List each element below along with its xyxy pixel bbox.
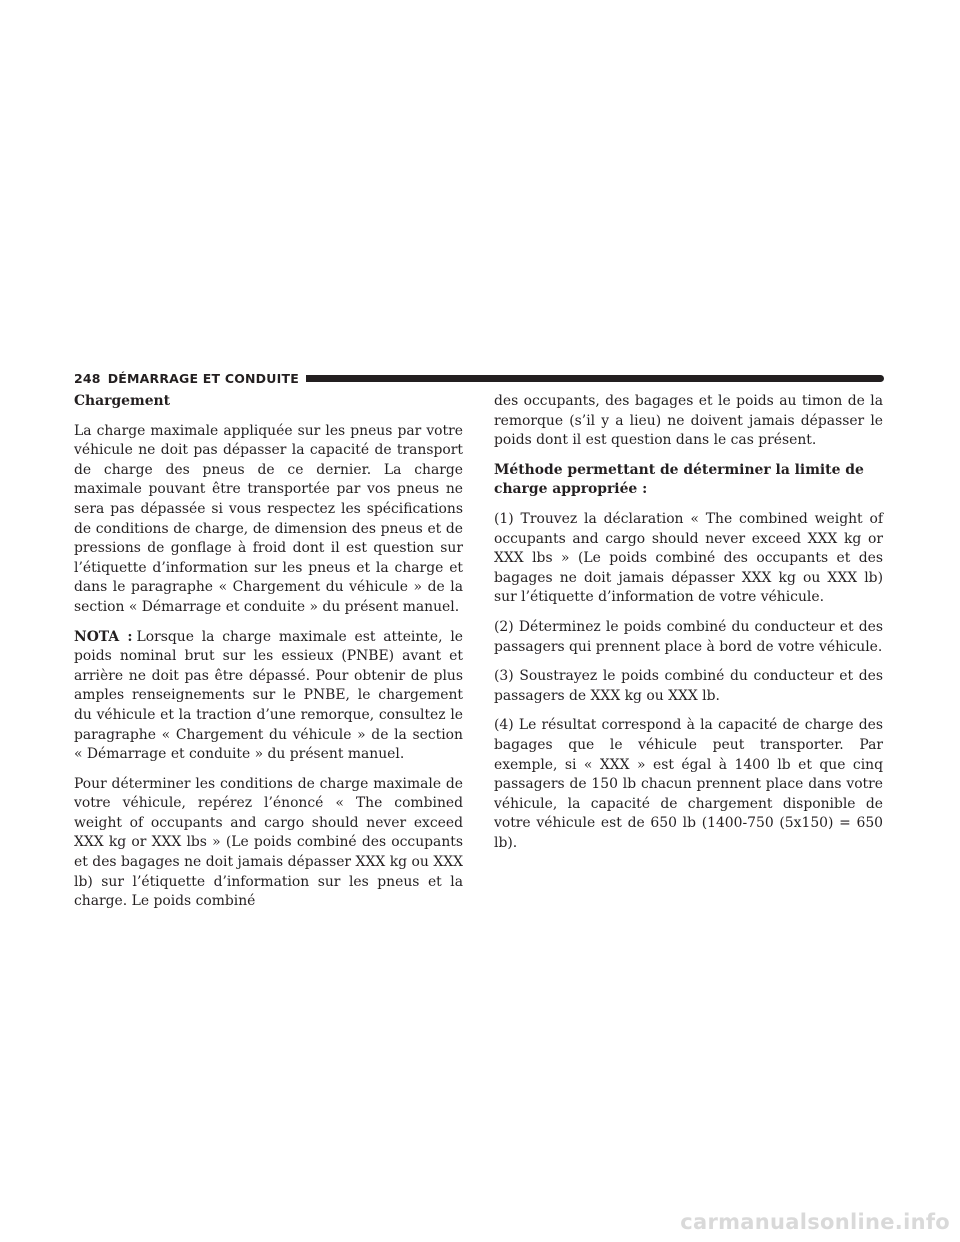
step-1: (1) Trouvez la déclaration « The combined weight of occupants and cargo should never exceed XXX kg or XXX lbs » (Le poids combiné des occupants et des bagages ne doit jamais dépasser XXX kg ou XXX lb) sur l’étiquette d’information de votre véhicule. (494, 510, 883, 606)
section-heading-method: Méthode permettant de déterminer la limite de charge appropriée : (494, 461, 864, 498)
left-column (74, 392, 463, 922)
step-4: (4) Le résultat correspond à la capacité de charge des bagages que le véhicule peut transporter. Par exemple, si « XXX » est égal à 1400 lb et que cinq passagers de 150 lb chacun prennent place dans votre véhicule, la capacité de chargement disponible de votre véhicule est de 650 lb (1400-750 (5x150) = 650 lb). (494, 717, 883, 851)
note-text: Lorsque la charge maximale est atteinte, le poids nominal brut sur les essieux (PNBE) avant et arrière ne doit pas être dépassé. Pour obtenir de plus amples renseignements sur le PNBE, le chargement du véhicule et la traction d’une remorque, consultez le paragraphe « Chargement du véhicule » de la section « Démarrage et conduite » du présent manuel. (74, 628, 463, 763)
section-title: DÉMARRAGE ET CONDUITE (107, 370, 299, 386)
note-label: NOTA : (74, 628, 133, 645)
page-number: 248 (74, 370, 101, 386)
step-3: (3) Soustrayez le poids combiné du conducteur et des passagers de XXX kg ou XXX lb. (494, 668, 883, 704)
watermark: carmanualsonline.info (680, 1210, 950, 1234)
step-2: (2) Déterminez le poids combiné du conducteur et des passagers qui prennent place à bord de votre véhicule. (494, 618, 883, 655)
paragraph-determine-conditions: Pour déterminer les conditions de charge maximale de votre véhicule, repérez l’énoncé « The combined weight of occupants and cargo should never exceed XXX kg or XXX lbs » (Le poids combiné des occupants et des bagages ne doit jamais dépasser XXX kg ou XXX lb) sur l’étiquette d’information sur les pneus et la charge. Le poids combiné (74, 775, 463, 910)
note-paragraph (74, 628, 463, 765)
paragraph-max-load: La charge maximale appliquée sur les pneus par votre véhicule ne doit pas dépasser la capacité de transport de charge des pneus de ce dernier. La charge maximale pouvant être transportée par vos pneus ne sera pas dépassée si vous respectez les spécifications de conditions de charge, de dimension des pneus et de pressions de gonflage à froid dont il est question sur l’étiquette d’information sur les pneus et la charge et dans le paragraphe « Chargement du véhicule » de la section « Démarrage et conduite » du présent manuel. (74, 422, 463, 615)
right-column (494, 392, 883, 863)
page-header (74, 370, 884, 386)
section-heading-chargement: Chargement (74, 393, 171, 409)
header-rule (306, 375, 884, 382)
paragraph-continued: des occupants, des bagages et le poids au timon de la remorque (s’il y a lieu) ne doivent jamais dépasser le poids dont il est question dans le cas présent. (494, 393, 883, 449)
